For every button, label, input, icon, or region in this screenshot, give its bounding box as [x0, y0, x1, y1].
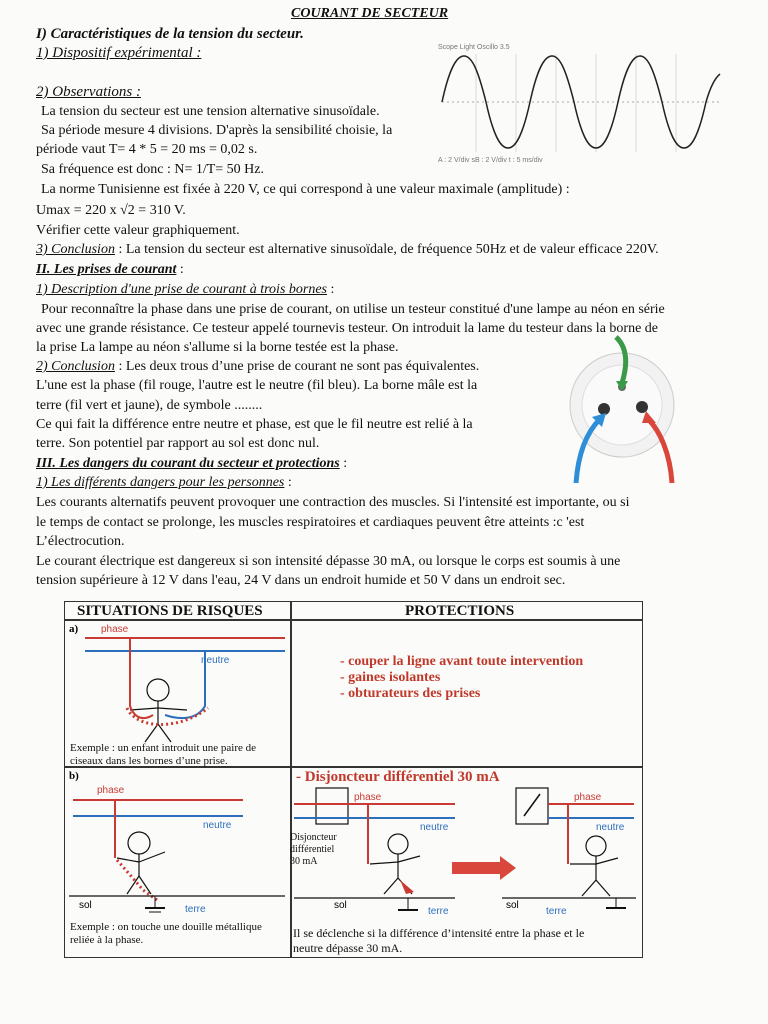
conclusion-text: : Les deux trous d’une prise de courant ne sont pas équivalentes. — [114, 359, 480, 374]
scope-bottom-label: A : 2 V/div sB : 2 V/div t : 5 ms/div — [438, 157, 543, 164]
oscilloscope-screen — [436, 40, 726, 165]
neutre-label: neutre — [420, 822, 449, 833]
p3-line-4: Le courant électrique est dangereux si son intensité dépasse 30 mA, ou lorsque le corps est soumis à une — [36, 554, 621, 569]
open-switch — [524, 794, 540, 816]
section-3-title: III. Les dangers du courant du secteur et protections — [36, 456, 340, 471]
obs-line-2: Sa période mesure 4 divisions. D'après la sensibilité choisie, la — [41, 123, 393, 138]
p3-line-5: tension supérieure à 12 V dans l'eau, 24 V dans un endroit humide et 50 V dans un endroit sec. — [36, 573, 566, 588]
col-header-protections: PROTECTIONS — [405, 603, 515, 619]
protection-b-text-2: neutre dépasse 30 mA. — [293, 941, 403, 955]
section-3-heading — [36, 455, 347, 473]
section-1-conclusion — [36, 241, 659, 259]
section-1-sub2: 2) Observations : — [36, 84, 141, 100]
p3-line-1: Les courants alternatifs peuvent provoquer une contraction des muscles. Si l'intensité est importante, ou si — [36, 495, 630, 510]
protection-b-title: - Disjoncteur différentiel 30 mA — [296, 769, 500, 785]
col-header-situations: SITUATIONS DE RISQUES — [77, 603, 263, 619]
example-b-line-2: reliée à la phase. — [70, 934, 144, 946]
p2-line-2: L'une est la phase (fil rouge, l'autre est le neutre (fil bleu). La borne mâle est la — [36, 378, 478, 393]
person-figure-2 — [570, 836, 618, 896]
sol-label: sol — [334, 900, 347, 911]
section-2-sub1 — [36, 281, 334, 299]
neutral-hole — [598, 403, 610, 415]
section-3-sub1 — [36, 474, 292, 492]
conclusion-label: 3) Conclusion — [36, 242, 115, 257]
neutre-label: neutre — [203, 820, 232, 831]
contact-wire-right — [165, 651, 205, 718]
terre-label: terre — [428, 906, 449, 917]
p1-line-1: Pour reconnaître la phase dans une prise de courant, on utilise un testeur constitué d'une lampe au néon en série — [41, 302, 665, 317]
phase-label: phase — [97, 785, 125, 796]
diagram-a — [65, 620, 289, 746]
sol-label: sol — [79, 900, 92, 911]
section-2-sub1-label: 1) Description d'une prise de courant à trois bornes — [36, 282, 328, 297]
disj-label-2: différentiel — [290, 844, 335, 855]
neutre-label: neutre — [596, 822, 625, 833]
person-figure — [117, 832, 165, 894]
scope-grid — [476, 54, 676, 152]
terre-label: terre — [546, 906, 567, 917]
terre-label: terre — [185, 904, 206, 915]
section-2-conclusion — [36, 358, 479, 376]
example-a-line-2: ciseaux dans les bornes d’une prise. — [70, 755, 228, 767]
colon: : — [327, 282, 335, 297]
obs-line-6: Umax = 220 x √2 = 310 V. — [36, 203, 186, 218]
sol-label: sol — [506, 900, 519, 911]
colon: : — [284, 475, 292, 490]
colon: : — [339, 456, 348, 471]
section-2-heading — [36, 261, 184, 279]
phase-label: phase — [574, 792, 602, 803]
big-arrow — [452, 856, 516, 880]
section-1-heading: I) Caractéristiques de la tension du secteur. — [36, 26, 304, 42]
section-3-sub1-label: 1) Les différents dangers pour les personnes — [36, 475, 285, 490]
phase-hole — [636, 401, 648, 413]
scope-top-label: Scope Light Oscillo 3.5 — [438, 44, 510, 51]
diagram-b — [65, 768, 289, 918]
protection-b-text-1: Il se déclenche si la différence d’intensité entre la phase et le — [293, 926, 585, 940]
colon: : — [176, 262, 184, 277]
person-figure-1 — [370, 834, 420, 894]
diagram-b-protection — [290, 786, 640, 920]
conclusion-text: : La tension du secteur est alternative sinusoïdale, de fréquence 50Hz et de valeur efficace 220V. — [114, 242, 659, 257]
p3-line-3: L’électrocution. — [36, 534, 125, 549]
obs-line-3: période vaut T= 4 * 5 = 20 ms = 0,02 s. — [36, 142, 258, 157]
p3-line-2: le temps de contact se prolonge, les muscles respiratoires et cardiaques peuvent être atteints :c 'est — [36, 515, 585, 530]
protection-a-1: - couper la ligne avant toute intervention — [340, 654, 584, 669]
section-1-sub1: 1) Dispositif expérimental : — [36, 45, 202, 61]
disj-label-3: 30 mA — [290, 856, 318, 867]
neutre-label: neutre — [201, 655, 230, 666]
example-a-line-1: Exemple : un enfant introduit une paire de — [70, 742, 257, 754]
section-2-title: II. Les prises de courant — [36, 262, 177, 277]
row-a-label: a) — [69, 623, 79, 635]
disj-label-1: Disjoncteur — [290, 832, 337, 843]
page-title: COURANT DE SECTEUR — [291, 6, 449, 21]
p1-line-3: la prise La lampe au néon s'allume si la borne testée est la phase. — [36, 340, 399, 355]
example-b-line-1: Exemple : on touche une douille métallique — [70, 921, 262, 933]
p2-line-3: terre (fil vert et jaune), de symbole ........ — [36, 398, 263, 413]
current-arrow — [400, 880, 414, 894]
obs-line-1: La tension du secteur est une tension alternative sinusoïdale. — [41, 104, 380, 119]
conclusion-label: 2) Conclusion — [36, 359, 115, 374]
obs-line-4: Sa fréquence est donc : N= 1/T= 50 Hz. — [41, 162, 265, 177]
phase-label: phase — [354, 792, 382, 803]
p2-line-5: terre. Son potentiel par rapport au sol est donc nul. — [36, 436, 320, 451]
obs-line-7: Vérifier cette valeur graphiquement. — [36, 223, 240, 238]
p2-line-4: Ce qui fait la différence entre neutre et phase, est que le fil neutre est relié à la — [36, 417, 473, 432]
socket-illustration — [560, 335, 700, 485]
protection-a-2: - gaines isolantes — [340, 670, 441, 685]
p1-line-2: avec une grande résistance. Ce testeur appelé tournevis testeur. On introduit la lame du testeur dans la borne de — [36, 321, 659, 336]
person-figure — [130, 679, 187, 742]
obs-line-5: La norme Tunisienne est fixée à 220 V, ce qui correspond à une valeur maximale (amplitude) : — [41, 182, 570, 197]
row-b-label: b) — [69, 770, 79, 782]
protection-a-3: - obturateurs des prises — [340, 686, 481, 701]
phase-label: phase — [101, 624, 129, 635]
